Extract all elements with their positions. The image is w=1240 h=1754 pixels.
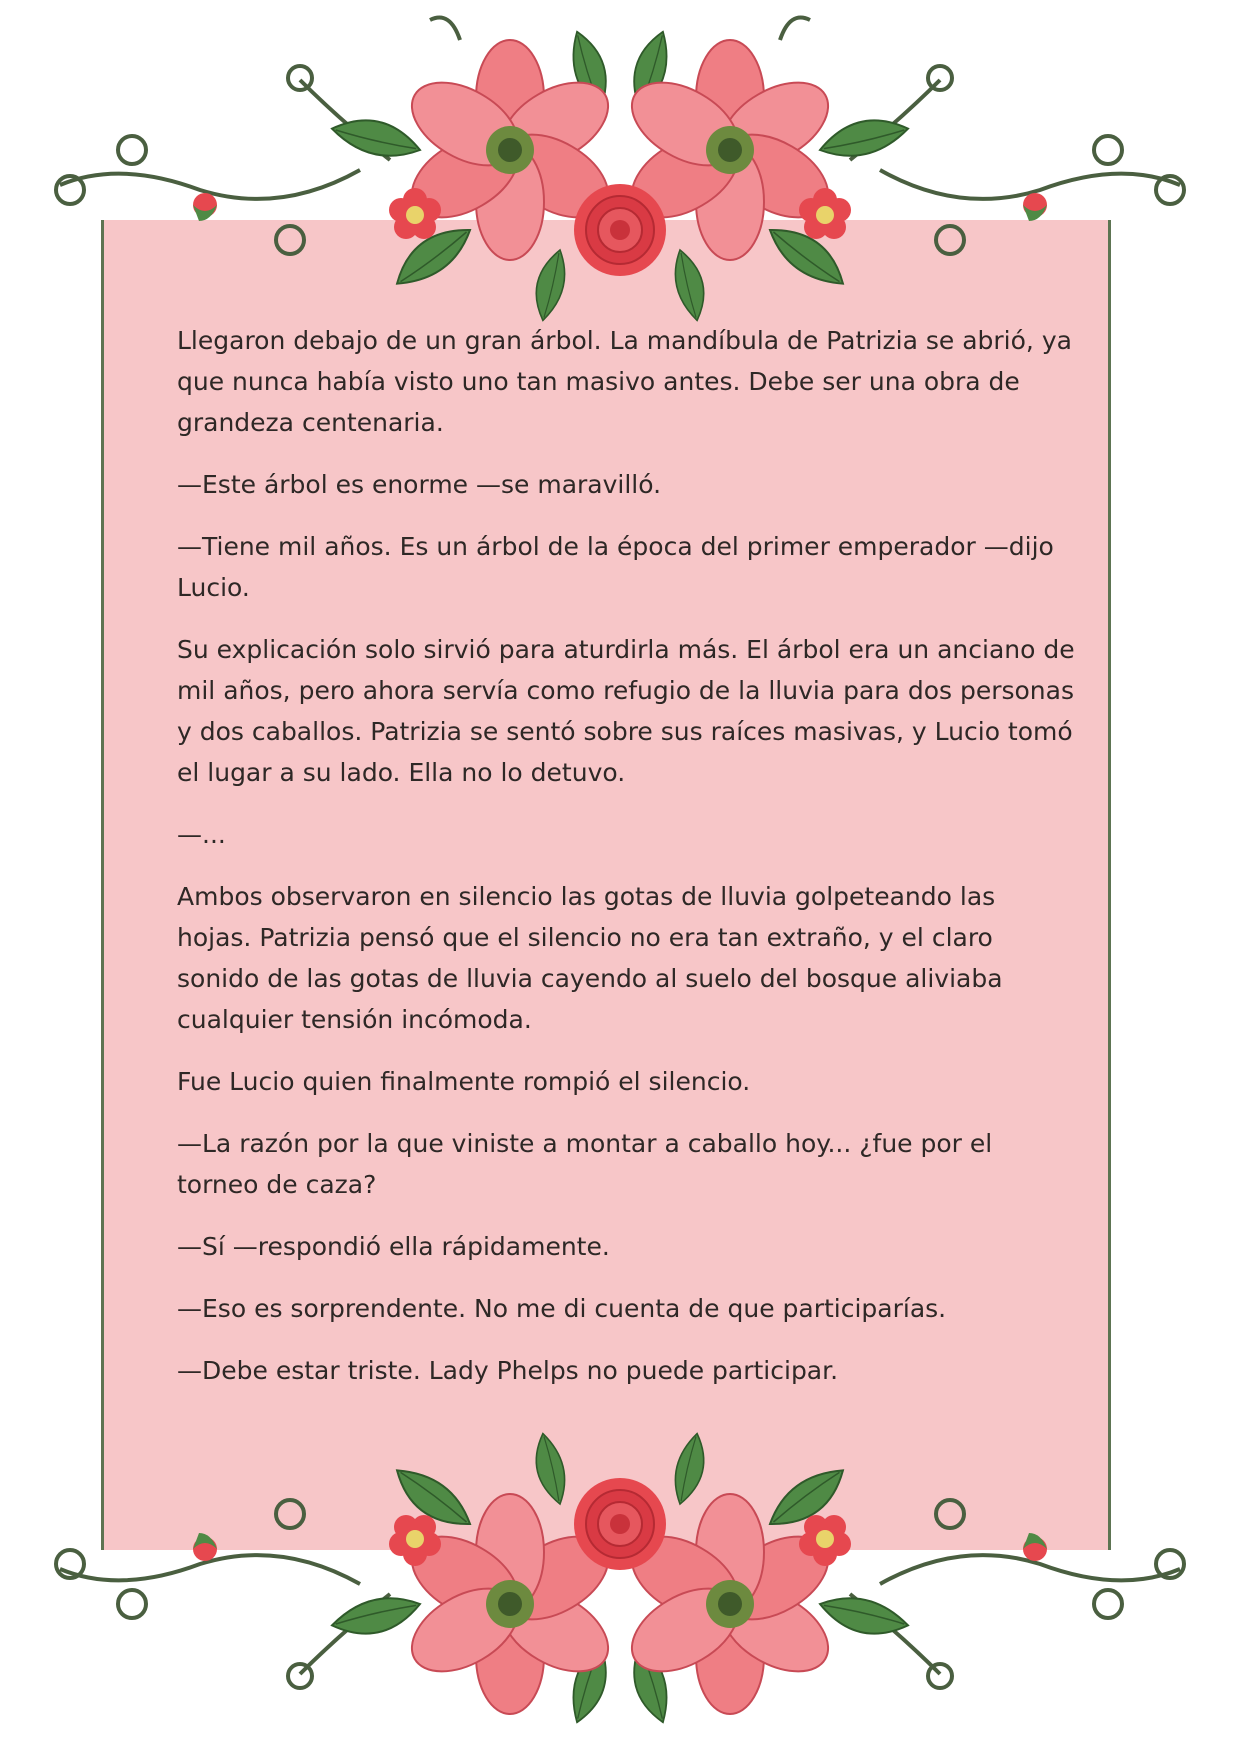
bottom-floral-garland-icon (0, 1420, 1240, 1754)
paragraph-7: Fue Lucio quien finalmente rompió el silencio. (177, 1067, 751, 1096)
paragraph-10: —Eso es sorprendente. No me di cuenta de que participarías. (177, 1294, 947, 1323)
paragraph-8: —La razón por la que viniste a montar a caballo hoy... ¿fue por el torneo de caza? (177, 1129, 993, 1199)
paragraph-9: —Sí —respondió ella rápidamente. (177, 1232, 610, 1261)
top-floral-garland-icon (0, 0, 1240, 330)
paragraph-5: —... (177, 820, 226, 849)
paragraph-2: —Este árbol es enorme —se maravilló. (177, 470, 662, 499)
paragraph-6: Ambos observaron en silencio las gotas de lluvia golpeteando las hojas. Patrizia pensó que el silencio no era tan extraño, y el claro sonido de las gotas de lluvia cayendo al suelo del bosque aliviaba cualquier tensión incómoda. (177, 882, 1003, 1034)
paragraph-3: —Tiene mil años. Es un árbol de la época del primer emperador —dijo Lucio. (177, 532, 1054, 602)
paragraph-11: —Debe estar triste. Lady Phelps no puede participar. (177, 1356, 839, 1385)
paragraph-1: Llegaron debajo de un gran árbol. La mandíbula de Patrizia se abrió, ya que nunca había visto uno tan masivo antes. Debe ser una obra de grandeza centenaria. (177, 326, 1072, 437)
paragraph-4: Su explicación solo sirvió para aturdirla más. El árbol era un anciano de mil años, pero ahora servía como refugio de la lluvia para dos personas y dos caballos. Patrizia se sentó sobre sus raíces masivas, y Lucio tomó el lugar a su lado. Ella no lo detuvo. (177, 635, 1075, 787)
chapter-text (177, 320, 1077, 1412)
